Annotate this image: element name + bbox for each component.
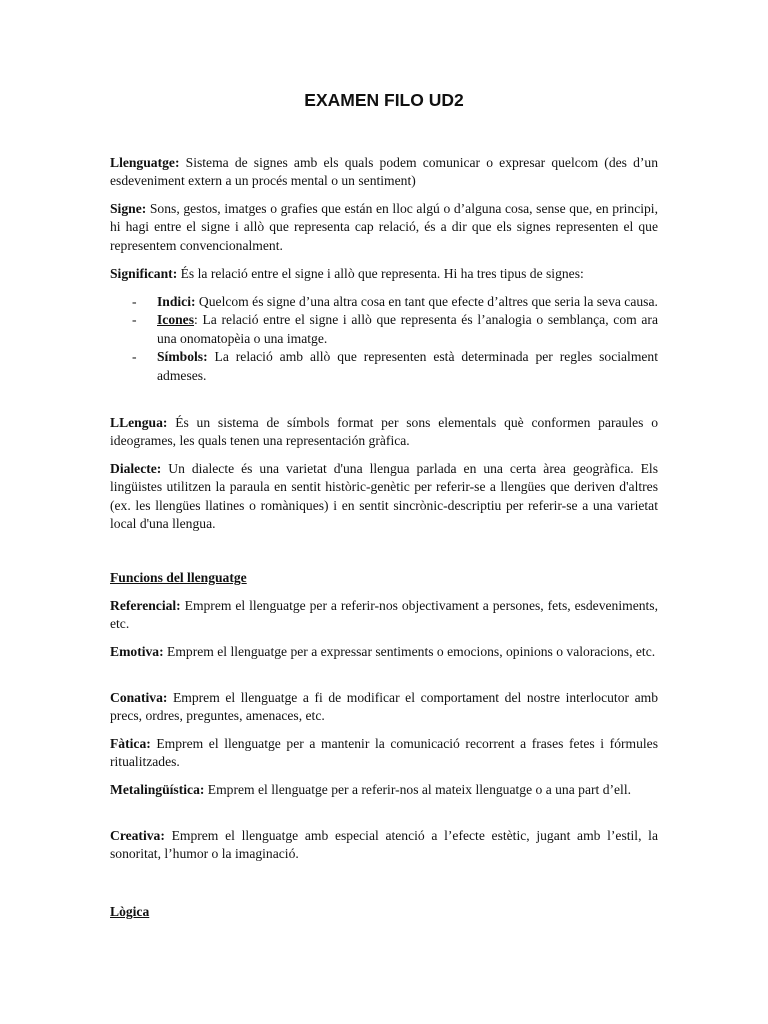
term-label: Indici: (157, 294, 196, 309)
definition-dialecte (110, 460, 658, 534)
term-label: Referencial: (110, 598, 181, 613)
definition-llengua (110, 414, 658, 451)
definition-text: És un sistema de símbols format per sons elementals què conformen paraules o ideogrames, les quals tenen una representación gràfica. (110, 415, 658, 449)
item-text: La relació amb allò que representen està determinada per regles socialment admeses. (157, 349, 658, 383)
term-label: LLengua: (110, 415, 168, 430)
term-label: Llenguatge: (110, 155, 180, 170)
function-conativa (110, 689, 658, 726)
definition-signe (110, 200, 658, 255)
term-label: Significant: (110, 266, 178, 281)
list-item-simbols (110, 348, 658, 385)
term-label: Icones (157, 312, 195, 328)
page-title: EXAMEN FILO UD2 (304, 90, 464, 110)
list-dash: - (132, 294, 137, 309)
function-text: Emprem el llenguatge amb especial atenció a l’efecte estètic, jugant amb l’estil, la sonoritat, l’humor o la imaginació. (110, 828, 658, 862)
term-label: Creativa: (110, 828, 165, 843)
definition-text: És la relació entre el signe i allò que representa. Hi ha tres tipus de signes: (177, 266, 584, 281)
function-emotiva (110, 643, 658, 661)
list-item-indici (110, 293, 658, 311)
term-label: Símbols: (157, 349, 208, 365)
function-referencial (110, 597, 658, 634)
definition-llenguatge (110, 154, 658, 191)
definition-text: Sons, gestos, imatges o grafies que están en lloc algú o d’alguna cosa, sense que, en principi, hi hagi entre el signe i allò que representa cap relació, és a dir que els signes representen el que representem convencionalment. (110, 201, 658, 253)
section-heading-logica: Lògica (110, 904, 150, 919)
function-metalinguistica (110, 781, 658, 799)
sign-types-list (110, 293, 658, 385)
definition-text: Sistema de signes amb els quals podem comunicar o expresar quelcom (des d’un esdeveniment extern a un procés mental o un sentiment) (110, 155, 658, 189)
function-text: Emprem el llenguatge per a referir-nos objectivament a persones, fets, esdeveniments, etc. (110, 598, 658, 632)
term-label: Signe: (110, 201, 147, 216)
definition-text: Un dialecte és una varietat d'una llengua parlada en una certa àrea geogràfica. Els lingüistes utilitzen la paraula en sentit històric-genètic per referir-se a llengües que deriven d'altres (ex. les llengües llatines o romàniques) i en sentit sincrònic-descriptiu per referir-se a una varietat local d'una llengua. (110, 461, 658, 532)
function-text: Emprem el llenguatge per a referir-nos al mateix llenguatge o a una part d’ell. (204, 782, 632, 797)
term-label: Emotiva: (110, 644, 164, 659)
term-label: Conativa: (110, 690, 168, 705)
function-creativa (110, 827, 658, 864)
term-label: Metalingüística: (110, 782, 205, 797)
item-text: Quelcom és signe d’una altra cosa en tant que efecte d’altres que seria la seva causa. (195, 294, 658, 309)
function-text: Emprem el llenguatge per a expressar sentiments o emocions, opinions o valoracions, etc. (163, 644, 656, 659)
list-dash: - (132, 312, 137, 328)
item-text: : La relació entre el signe i allò que representa és l’analogia o semblança, com ara una onomatopèia o una imatge. (157, 312, 658, 346)
function-text: Emprem el llenguatge a fi de modificar el comportament del nostre interlocutor amb precs, ordres, preguntes, amenaces, etc. (110, 690, 658, 724)
list-dash: - (132, 349, 137, 365)
definition-significant (110, 265, 658, 283)
section-heading-funcions: Funcions del llenguatge (110, 570, 247, 585)
term-label: Fàtica: (110, 736, 151, 751)
function-text: Emprem el llenguatge per a mantenir la comunicació recorrent a frases fetes i fórmules ritualitzades. (110, 736, 658, 770)
function-fatica (110, 735, 658, 772)
list-item-icones (110, 311, 658, 348)
term-label: Dialecte: (110, 461, 162, 476)
